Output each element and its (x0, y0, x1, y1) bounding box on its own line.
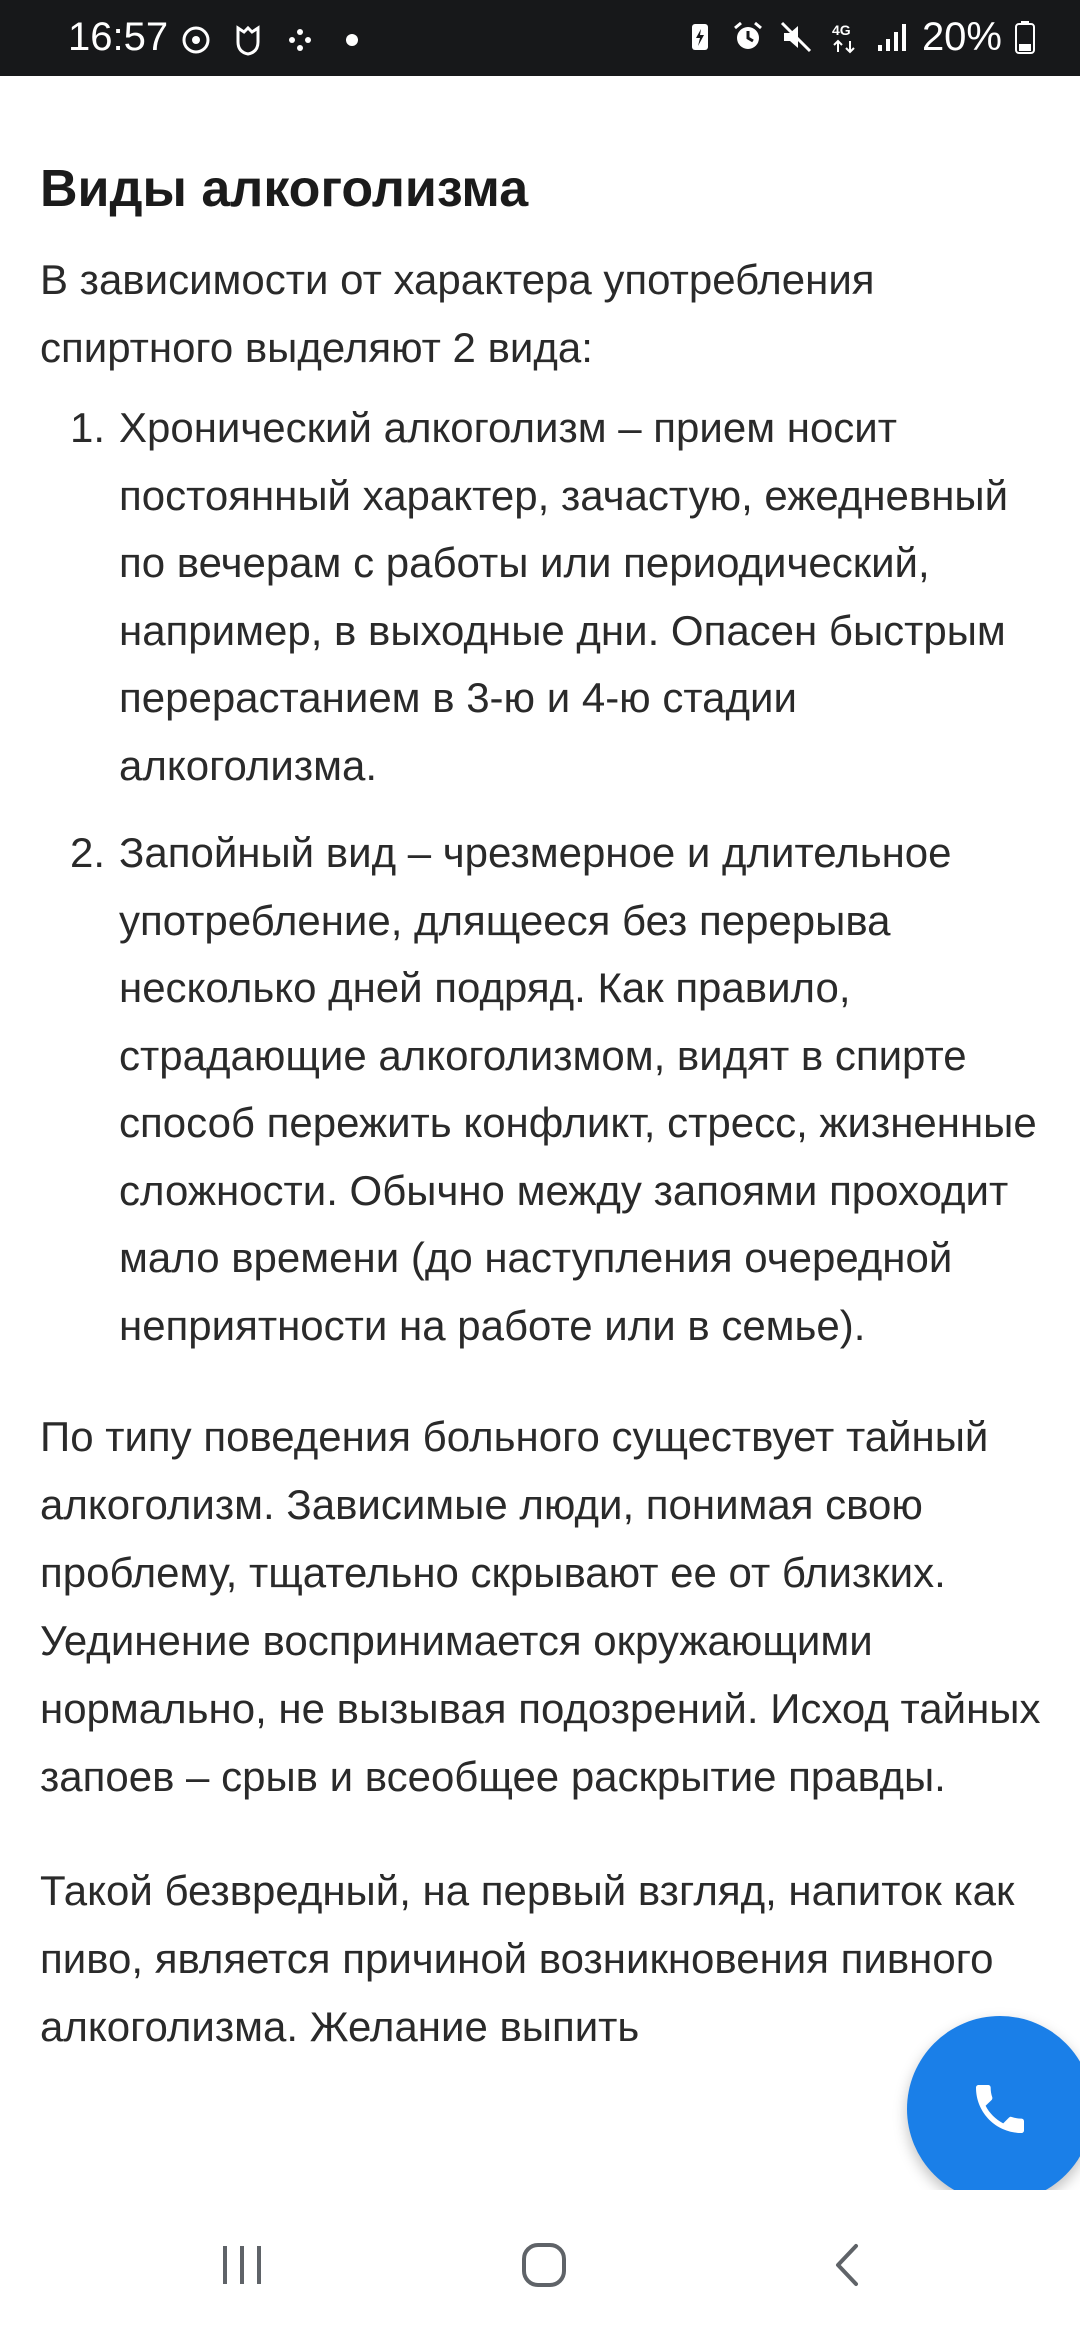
list-item-text: Хронический алкоголизм – прием носит постоянный характер, зачастую, ежедневный по вечерам с работы или периодический, например, в выходные дни. Опасен быстрым перерастанием в 3-ю и 4-ю стадии алкоголизма. (119, 404, 1009, 789)
list-item-number: 2. (70, 829, 106, 876)
status-bar (0, 0, 1080, 76)
status-right-icons (682, 14, 1036, 60)
dots-icon (282, 22, 318, 58)
sync-icon (178, 22, 214, 58)
recents-icon (217, 2240, 267, 2290)
navigation-bar (0, 2190, 1080, 2340)
battery-saver-icon (682, 19, 718, 55)
recents-button[interactable] (197, 2220, 287, 2310)
battery-percent: 20% (921, 15, 1002, 59)
home-icon (516, 2237, 572, 2293)
call-button[interactable] (907, 2016, 1080, 2202)
section-heading: Виды алкоголизма (40, 160, 529, 218)
svg-text:4G: 4G (831, 22, 851, 38)
intro-paragraph: В зависимости от характера употребления спиртного выделяют 2 вида: (40, 256, 875, 371)
notification-dot-icon (334, 22, 370, 58)
article (40, 150, 1050, 2061)
beer-alcoholism-paragraph: Такой безвредный, на первый взгляд, напиток как пиво, является причиной возникновения пивного алкоголизма. Желание выпить (40, 1867, 1015, 2050)
list-item (40, 819, 1050, 1359)
battery-icon (1014, 19, 1036, 55)
alcoholism-types-list (40, 394, 1050, 1359)
list-item-text: Запойный вид – чрезмерное и длительное употребление, длящееся без перерыва несколько дней подряд. Как правило, страдающие алкоголизмом, видят в спирте способ пережить конфликт, стресс, жизненные сложности. Обычно между запоями проходит мало времени (до наступления очередной неприятности на работе или в семье). (119, 829, 1037, 1349)
back-button[interactable] (803, 2220, 893, 2310)
4g-icon (826, 19, 862, 55)
signal-icon (874, 19, 910, 55)
alarm-icon (730, 19, 766, 55)
phone-icon (968, 2077, 1032, 2141)
status-left-icons (178, 18, 370, 62)
back-icon (823, 2240, 873, 2290)
home-button[interactable] (499, 2220, 589, 2310)
status-time: 16:57 (68, 15, 169, 59)
mute-icon (778, 19, 814, 55)
list-item (40, 394, 1050, 799)
list-item-number: 1. (70, 404, 106, 451)
shield-icon (230, 22, 266, 58)
secret-alcoholism-paragraph: По типу поведения больного существует тайный алкоголизм. Зависимые люди, понимая свою проблему, тщательно скрывают ее от близких. Уединение воспринимается окружающими нормально, не вызывая подозрений. Исход тайных запоев – срыв и всеобщее раскрытие правды. (40, 1413, 1041, 1800)
